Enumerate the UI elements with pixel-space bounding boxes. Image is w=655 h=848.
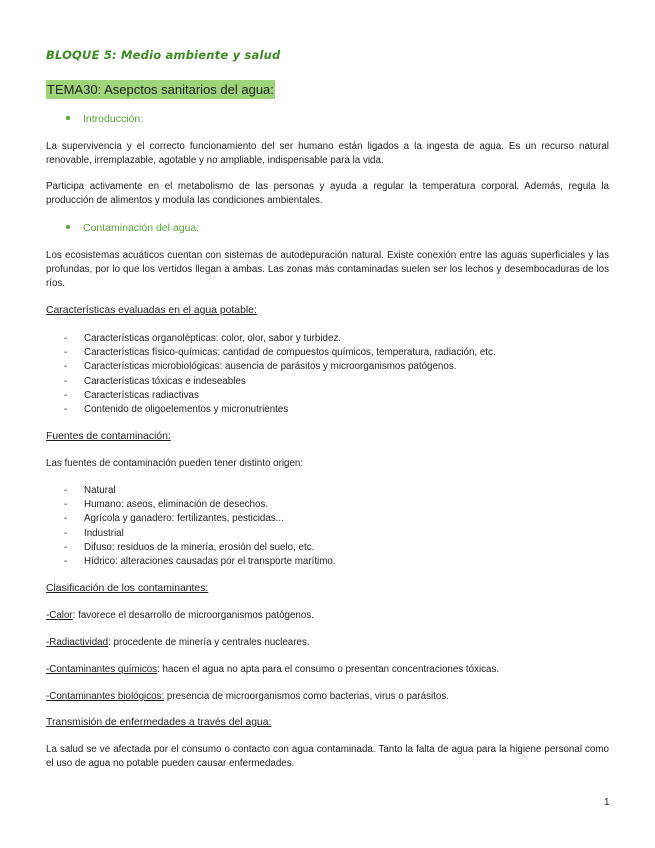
list-item: - Contenido de oligoelementos y micronutrientes (46, 403, 609, 417)
classification-item-radioactivity (46, 637, 310, 648)
intro-paragraph-1: La supervivencia y el correcto funcionamiento del ser humano están ligados a la ingesta de agua. Es un recurso natural renovable, irremplazable, agotable y no ampliable, indispensable para la vida. (46, 141, 609, 166)
characteristics-list (46, 332, 609, 417)
list-item: - Características microbiológicas: ausencia de parásitos y microorganismos patógenos. (46, 360, 609, 374)
classification-desc: : favorece el desarrollo de microorganismos patógenos. (72, 610, 314, 621)
contamination-bullet-label: Contaminación del agua: (83, 222, 200, 234)
classification-desc: : procedente de minería y centrales nucleares. (108, 637, 310, 648)
sources-list (46, 484, 609, 569)
page-number: 1 (604, 797, 610, 808)
list-item: - Hídrico: alteraciones causadas por el transporte marítimo. (46, 555, 609, 569)
classification-desc: presencia de microorganismos como bacterias, virus o parásitos. (164, 691, 449, 702)
bullet-dot-icon (66, 116, 70, 120)
contamination-paragraph: Los ecosistemas acuáticos cuentan con sistemas de autodepuración natural. Existe conexión entre las aguas superficiales y las profundas, por lo que los vertidos llegan a ambas. Las zonas más contaminadas suelen ser los lechos y desembocaduras de los ríos. (46, 250, 609, 289)
list-item: - Características tóxicas e indeseables (46, 375, 609, 389)
sources-intro: Las fuentes de contaminación pueden tener distinto origen: (46, 458, 304, 469)
list-item: - Humano: aseos, eliminación de desechos. (46, 498, 609, 512)
characteristics-heading: Características evaluadas en el agua potable: (46, 305, 257, 316)
intro-bullet (66, 113, 143, 125)
transmission-heading: Transmisión de enfermedades a través del agua: (46, 717, 272, 728)
list-item: - Características físico-químicas: cantidad de compuestos químicos, temperatura, radiación, etc. (46, 346, 609, 360)
classification-item-heat (46, 610, 314, 621)
list-item: - Natural (46, 484, 609, 498)
intro-paragraph-2: Participa activamente en el metabolismo de las personas y ayuda a regular la temperatura corporal. Además, regula la producción de alimentos y modula las condiciones ambientales. (46, 181, 609, 206)
classification-item-chemical (46, 664, 499, 675)
sources-heading: Fuentes de contaminación: (46, 431, 171, 442)
list-item: - Agrícola y ganadero: fertilizantes, pesticidas... (46, 512, 609, 526)
classification-item-biological (46, 691, 449, 702)
list-item: - Características radiactivas (46, 389, 609, 403)
list-item: - Difuso: residuos de la minería, erosión del suelo, etc. (46, 541, 609, 555)
classification-term: -Contaminantes biológicos: (46, 691, 165, 702)
classification-term: -Contaminantes químicos (46, 664, 158, 675)
intro-bullet-label: Introducción: (83, 113, 144, 125)
classification-term: -Calor (46, 610, 73, 621)
bullet-dot-icon (66, 225, 70, 229)
list-item: - Características organolépticas: color, olor, sabor y turbidez. (46, 332, 609, 346)
classification-term: -Radiactividad (46, 637, 109, 648)
transmission-paragraph: La salud se ve afectada por el consumo o contacto con agua contaminada. Tanto la falta de agua para la higiene personal como el uso de agua no potable pueden causar enfermedades. (46, 744, 609, 769)
tema-title: TEMA30: Asepctos sanitarios del agua: (47, 82, 274, 97)
contamination-bullet (66, 222, 199, 234)
list-item: - Industrial (46, 527, 609, 541)
block-title: BLOQUE 5: Medio ambiente y salud (46, 48, 281, 62)
classification-heading: Clasificación de los contaminantes: (46, 583, 209, 594)
classification-desc: : hacen el agua no apta para el consumo o presentan concentraciones tóxicas. (157, 664, 500, 675)
